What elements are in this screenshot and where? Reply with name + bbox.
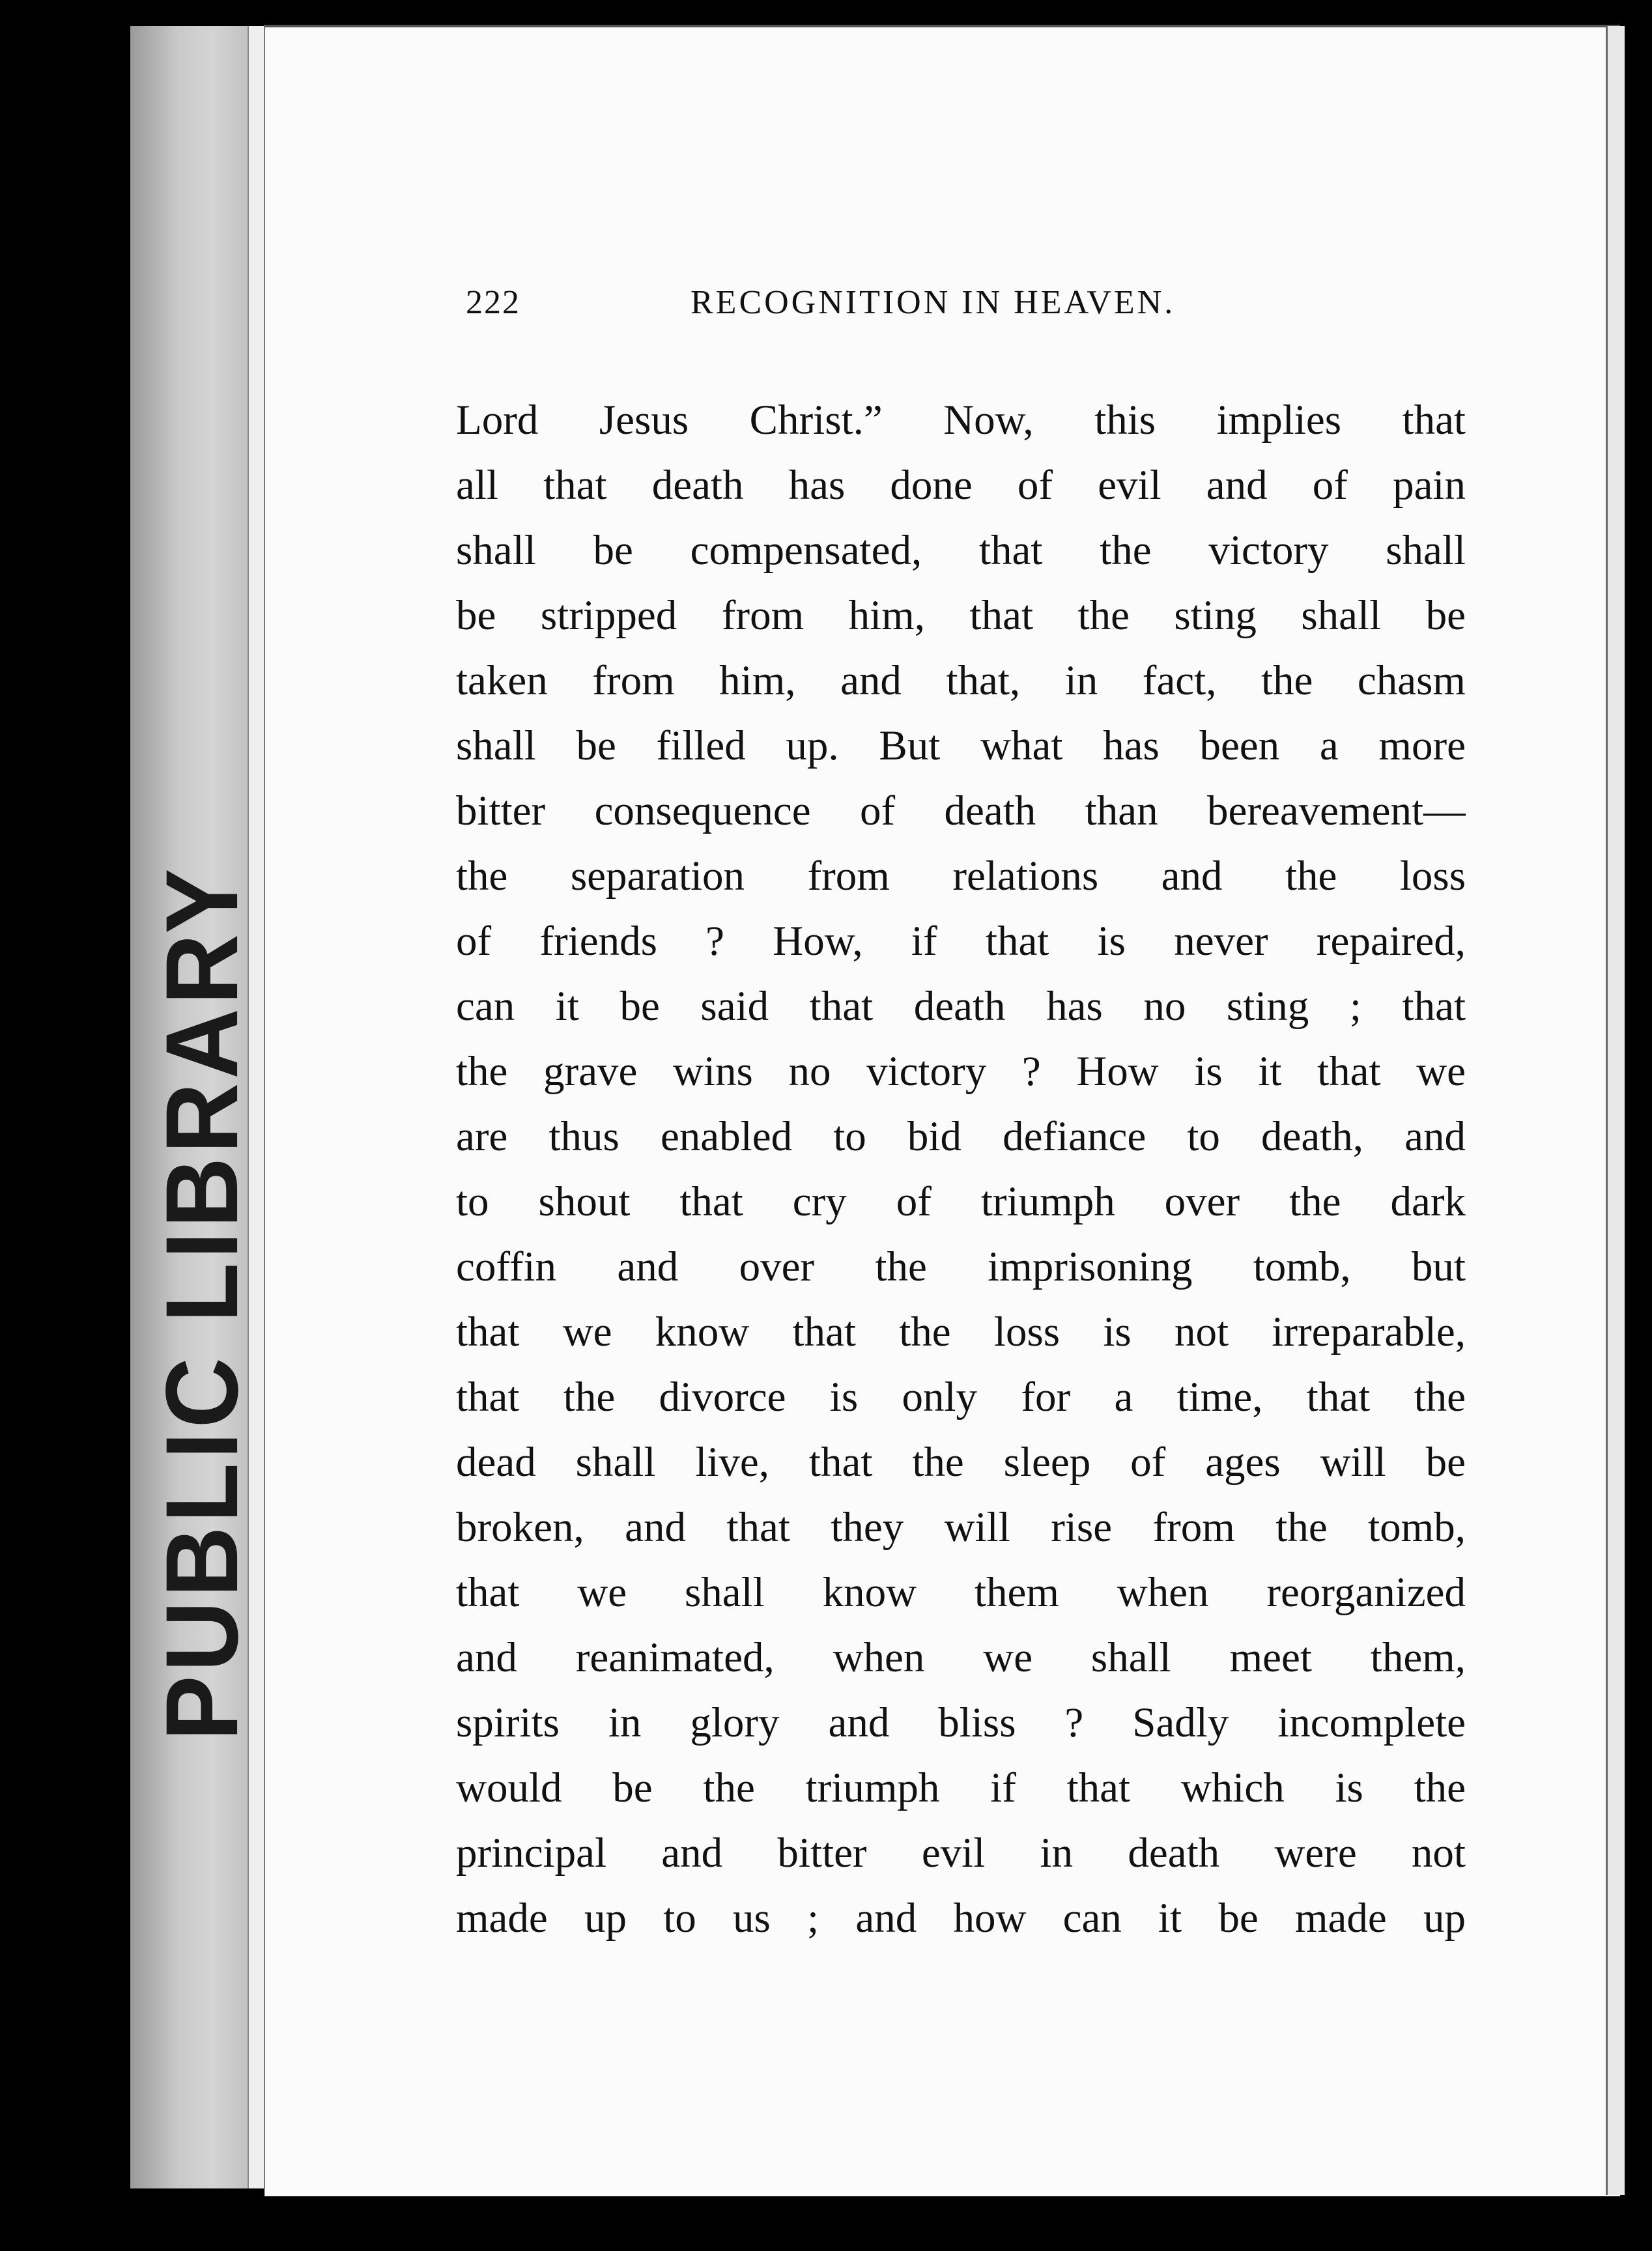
text-line: to shout that cry of triumph over the dark — [456, 1178, 1466, 1225]
text-line: of friends ? How, if that is never repaired, — [456, 918, 1466, 965]
text-line: can it be said that death has no sting ; that — [456, 983, 1466, 1030]
text-line: be stripped from him, that the sting shall be — [456, 592, 1466, 639]
running-head: RECOGNITION IN HEAVEN. — [691, 284, 1176, 321]
library-stamp-text: PUBLIC LIBRARY — [144, 864, 259, 1741]
text-line: taken from him, and that, in fact, the chasm — [456, 657, 1466, 704]
text-line: Lord Jesus Christ.” Now, this implies that — [456, 397, 1466, 444]
text-line: coffin and over the imprisoning tomb, but — [456, 1243, 1466, 1290]
text-line: dead shall live, that the sleep of ages will be — [456, 1439, 1466, 1486]
body-text — [456, 388, 1466, 1951]
text-line: bitter consequence of death than bereavement— — [456, 787, 1466, 834]
text-line: shall be filled up. But what has been a more — [456, 722, 1466, 769]
text-line: shall be compensated, that the victory shall — [456, 527, 1466, 574]
text-line: principal and bitter evil in death were not — [456, 1830, 1466, 1876]
page-header — [466, 283, 1241, 329]
text-line: broken, and that they will rise from the tomb, — [456, 1504, 1466, 1551]
text-line: spirits in glory and bliss ? Sadly incomplete — [456, 1699, 1466, 1746]
text-line: that the divorce is only for a time, that the — [456, 1374, 1466, 1421]
text-line: made up to us ; and how can it be made up — [456, 1895, 1466, 1942]
text-line: would be the triumph if that which is the — [456, 1764, 1466, 1811]
text-line: are thus enabled to bid defiance to death, and — [456, 1113, 1466, 1160]
page-right-edge — [1606, 26, 1625, 2195]
page-number: 222 — [466, 284, 520, 321]
text-line: that we shall know them when reorganized — [456, 1569, 1466, 1616]
text-line: the grave wins no victory ? How is it that we — [456, 1048, 1466, 1095]
text-line: and reanimated, when we shall meet them, — [456, 1634, 1466, 1681]
text-line: all that death has done of evil and of pain — [456, 462, 1466, 509]
text-line: that we know that the loss is not irreparable, — [456, 1309, 1466, 1355]
text-line: the separation from relations and the loss — [456, 853, 1466, 899]
